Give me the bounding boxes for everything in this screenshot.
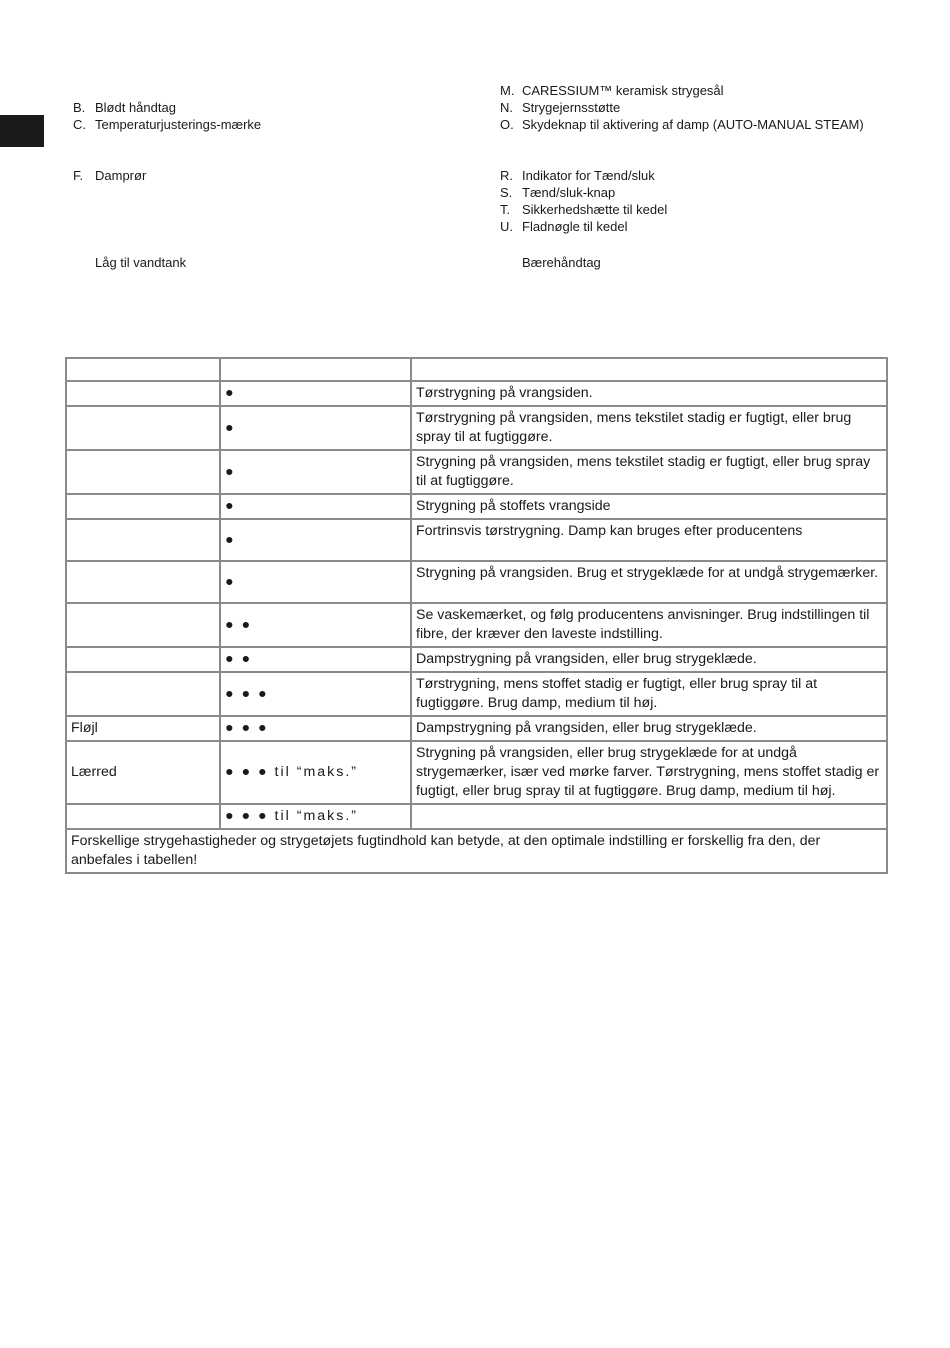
setting-cell: ● ● ● <box>220 672 411 716</box>
instructions-cell: Strygning på vrangsiden, mens tekstilet stadig er fugtigt, eller brug spray til at fugtiggøre. <box>411 450 887 494</box>
table-row <box>66 381 887 406</box>
table-row <box>66 716 887 741</box>
setting-cell: ● ● <box>220 647 411 672</box>
part-letter: R. <box>500 168 513 183</box>
instructions-cell: Se vaskemærket, og følg producentens anvisninger. Brug indstillingen til fibre, der kræver den laveste indstilling. <box>411 603 887 647</box>
fabric-cell: Fløjl <box>66 716 220 741</box>
setting-cell: ● <box>220 561 411 603</box>
instructions-cell: Tørstrygning, mens stoffet stadig er fugtigt, eller brug spray til at fugtiggøre. Brug damp, medium til høj. <box>411 672 887 716</box>
fabric-cell <box>66 804 220 829</box>
parts-list-left <box>73 0 473 300</box>
header-cell <box>220 358 411 381</box>
part-letter: C. <box>73 117 86 132</box>
fabric-settings-table <box>65 357 888 874</box>
part-label: Blødt håndtag <box>95 100 176 115</box>
setting-cell: ● ● ● <box>220 716 411 741</box>
fabric-cell <box>66 494 220 519</box>
table-row <box>66 561 887 603</box>
setting-cell: ● <box>220 519 411 561</box>
part-label: Tænd/sluk-knap <box>522 185 616 200</box>
table-row <box>66 804 887 829</box>
table-row <box>66 450 887 494</box>
setting-cell: ● ● ● til “maks.” <box>220 804 411 829</box>
part-letter: F. <box>73 168 84 183</box>
part-label: Fladnøgle til kedel <box>522 219 628 234</box>
table-row <box>66 603 887 647</box>
instructions-cell: Tørstrygning på vrangsiden. <box>411 381 887 406</box>
part-letter: O. <box>500 117 514 132</box>
table-row <box>66 406 887 450</box>
table-row <box>66 741 887 804</box>
part-label: CARESSIUM™ keramisk strygesål <box>522 83 724 98</box>
table-header-row <box>66 358 887 381</box>
fabric-cell <box>66 450 220 494</box>
header-cell <box>66 358 220 381</box>
table-note: Forskellige strygehastigheder og strygetøjets fugtindhold kan betyde, at den optimale indstilling er forskellig fra den, der anbefales i tabellen! <box>66 829 887 873</box>
table-note-row <box>66 829 887 873</box>
part-label: Låg til vandtank <box>95 255 187 270</box>
fabric-cell <box>66 561 220 603</box>
table-row <box>66 519 887 561</box>
table-row <box>66 494 887 519</box>
setting-cell: ● <box>220 494 411 519</box>
part-letter: T. <box>500 202 511 217</box>
part-letter: S. <box>500 185 513 200</box>
part-letter: M. <box>500 83 515 98</box>
table-row <box>66 647 887 672</box>
header-cell <box>411 358 887 381</box>
setting-cell: ● <box>220 381 411 406</box>
fabric-cell <box>66 672 220 716</box>
part-label: Damprør <box>95 168 147 183</box>
part-label: Temperaturjusterings-mærke <box>95 117 262 132</box>
instructions-cell: Tørstrygning på vrangsiden, mens tekstilet stadig er fugtigt, eller brug spray til at fugtiggøre. <box>411 406 887 450</box>
fabric-cell <box>66 381 220 406</box>
setting-cell: ● <box>220 450 411 494</box>
table-row <box>66 672 887 716</box>
fabric-cell: Lærred <box>66 741 220 804</box>
setting-cell: ● <box>220 406 411 450</box>
part-label: Bærehåndtag <box>522 255 601 270</box>
part-letter: B. <box>73 100 86 115</box>
part-label: Skydeknap til aktivering af damp (AUTO-MANUAL STEAM) <box>522 117 864 132</box>
language-tab-marker <box>0 115 44 147</box>
part-letter: U. <box>500 219 513 234</box>
instructions-cell: Strygning på vrangsiden, eller brug strygeklæde for at undgå strygemærker, især ved mørke farver. Tørstrygning, mens stoffet stadig er fugtigt, eller brug spray til at fugtiggøre. Brug damp, medium til høj. <box>411 741 887 804</box>
part-label: Indikator for Tænd/sluk <box>522 168 655 183</box>
instructions-cell: Fortrinsvis tørstrygning. Damp kan bruges efter producentens <box>411 519 887 561</box>
instructions-cell: Strygning på stoffets vrangside <box>411 494 887 519</box>
fabric-cell <box>66 519 220 561</box>
fabric-cell <box>66 647 220 672</box>
setting-cell: ● ● <box>220 603 411 647</box>
instructions-cell: Dampstrygning på vrangsiden, eller brug strygeklæde. <box>411 716 887 741</box>
instructions-cell: Strygning på vrangsiden. Brug et strygeklæde for at undgå strygemærker. <box>411 561 887 603</box>
parts-list-right <box>500 0 920 300</box>
fabric-cell <box>66 603 220 647</box>
part-label: Sikkerhedshætte til kedel <box>522 202 668 217</box>
fabric-cell <box>66 406 220 450</box>
setting-cell: ● ● ● til “maks.” <box>220 741 411 804</box>
part-letter: N. <box>500 100 513 115</box>
instructions-cell <box>411 804 887 829</box>
part-label: Strygejernsstøtte <box>522 100 621 115</box>
instructions-cell: Dampstrygning på vrangsiden, eller brug strygeklæde. <box>411 647 887 672</box>
